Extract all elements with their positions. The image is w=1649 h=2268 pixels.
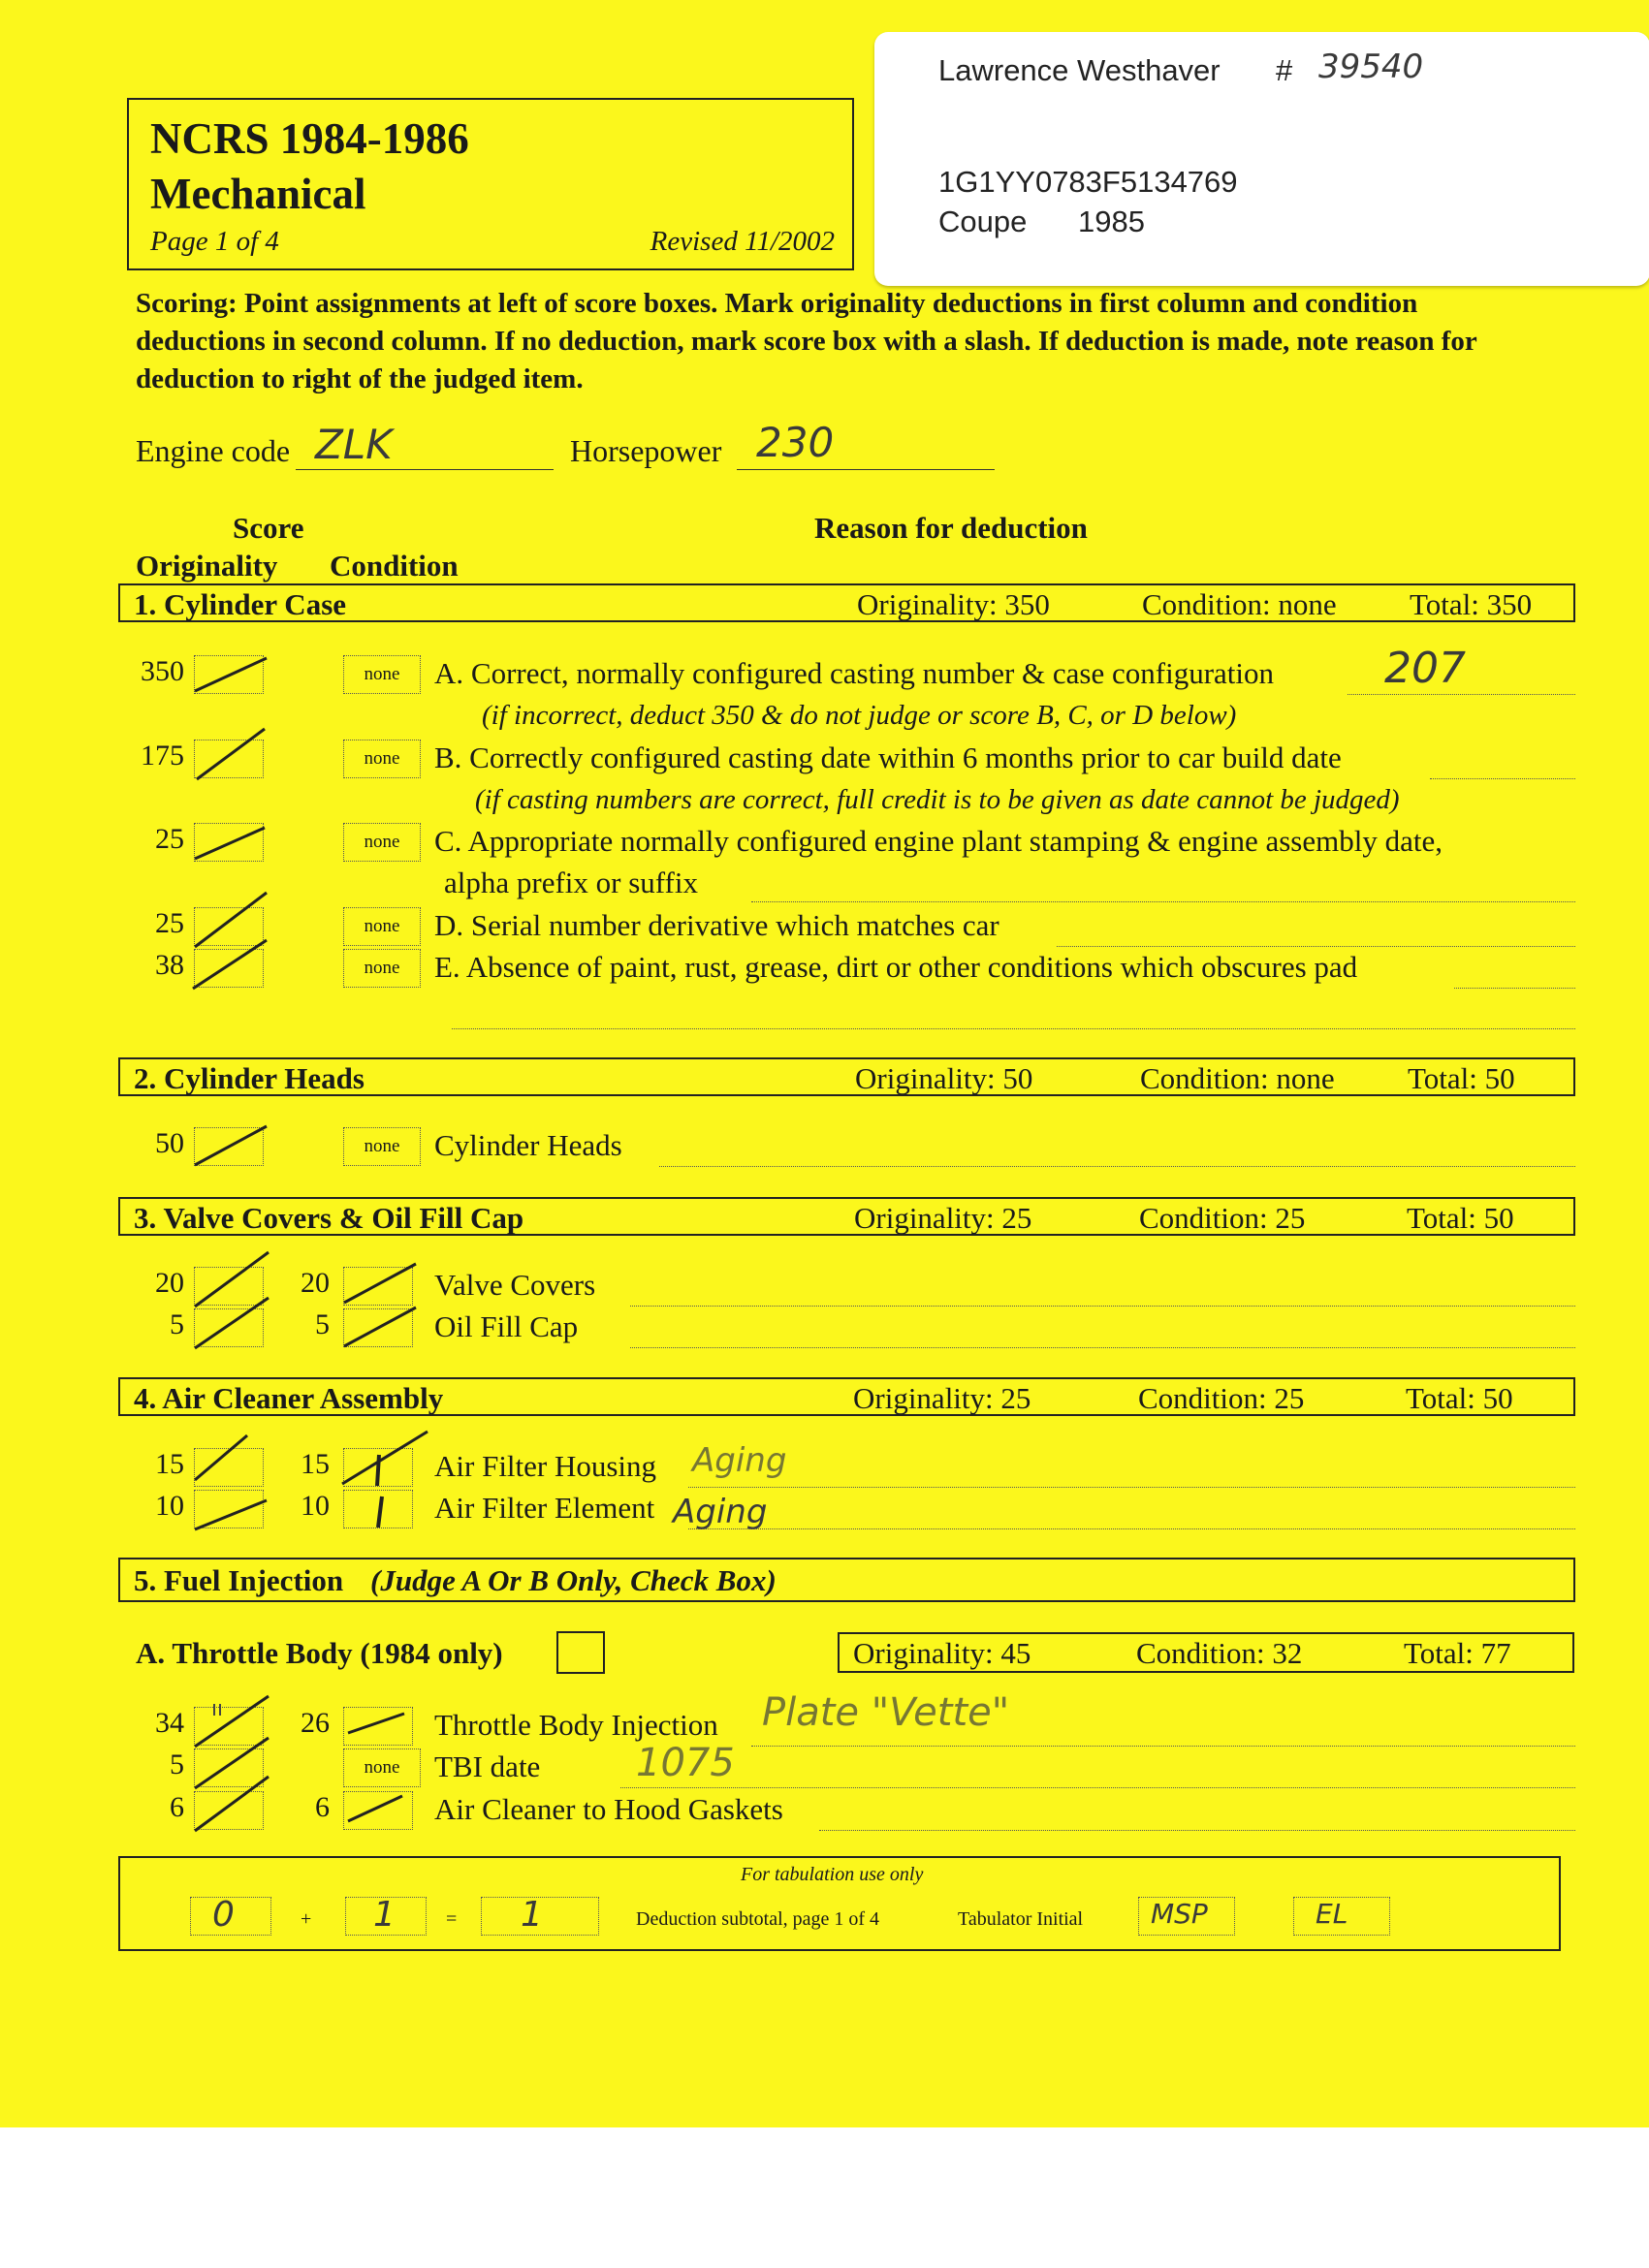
plus-sign: + <box>301 1908 312 1930</box>
section-title: 1. Cylinder Case <box>134 587 347 621</box>
item-text: A. Correct, normally configured casting number & case configuration <box>434 656 1275 690</box>
tabulation-box <box>118 1856 1561 1951</box>
section-condition: Condition: 25 <box>1139 1201 1306 1235</box>
section-condition: Condition: none <box>1142 587 1337 621</box>
originality-score-box[interactable] <box>194 949 264 988</box>
points-value: 25 <box>155 823 184 855</box>
section-originality: Originality: 50 <box>855 1061 1033 1095</box>
item-text: Cylinder Heads <box>434 1128 622 1162</box>
title-box <box>127 98 854 270</box>
condition-subtotal-box[interactable] <box>345 1897 427 1936</box>
reason-line[interactable] <box>688 1528 1575 1529</box>
page-number: Page 1 of 4 <box>150 226 279 257</box>
item-text: C. Appropriate normally configured engine plant stamping & engine assembly date, <box>434 824 1443 858</box>
reason-line[interactable] <box>1348 694 1575 695</box>
section-cylinder-case <box>118 583 1575 622</box>
section-total: Total: 50 <box>1406 1381 1513 1415</box>
condition-points-value: 5 <box>315 1308 330 1340</box>
section-title: 2. Cylinder Heads <box>134 1061 365 1095</box>
points-value: 5 <box>170 1308 184 1340</box>
points-value: 10 <box>155 1490 184 1522</box>
reason-line[interactable] <box>620 1787 1575 1788</box>
section-air-cleaner <box>118 1377 1575 1416</box>
tabulator-initial-box-1[interactable] <box>1138 1897 1235 1936</box>
section-originality: Originality: 25 <box>853 1381 1031 1415</box>
originality-score-box[interactable] <box>194 823 264 862</box>
number-sign: # <box>1276 53 1293 87</box>
condition-subtotal-value: 1 <box>373 1895 396 1935</box>
section-originality: Originality: 25 <box>854 1201 1032 1235</box>
reason-line[interactable] <box>1454 988 1575 989</box>
body-style: Coupe <box>938 205 1028 238</box>
owner-name: Lawrence Westhaver <box>938 53 1221 87</box>
item-text: D. Serial number derivative which matches car <box>434 908 999 942</box>
item-text: Air Filter Element <box>434 1491 655 1525</box>
score-header: Score <box>233 511 304 545</box>
throttle-body-totals <box>838 1632 1574 1673</box>
item-text: E. Absence of paint, rust, grease, dirt or other conditions which obscures pad <box>434 950 1358 984</box>
handwritten-note: Aging <box>673 1493 768 1531</box>
section-total: Total: 77 <box>1404 1636 1511 1670</box>
condition-header: Condition <box>330 549 459 583</box>
condition-score-box[interactable] <box>343 1308 413 1347</box>
originality-score-box[interactable] <box>194 740 264 778</box>
reason-line[interactable] <box>1057 946 1575 947</box>
originality-score-box[interactable] <box>194 1308 264 1347</box>
reason-line[interactable] <box>688 1487 1575 1488</box>
points-value: 34 <box>155 1707 184 1739</box>
condition-none-box: none <box>343 1748 421 1787</box>
condition-score-box[interactable] <box>343 1707 413 1746</box>
deduction-total-box[interactable] <box>481 1897 599 1936</box>
points-value: 20 <box>155 1267 184 1299</box>
section-title: 3. Valve Covers & Oil Fill Cap <box>134 1201 524 1235</box>
section-title-note: (Judge A Or B Only, Check Box) <box>370 1563 777 1597</box>
condition-score-box[interactable] <box>343 1490 413 1528</box>
condition-points-value: 15 <box>301 1448 330 1480</box>
item-note: (if incorrect, deduct 350 & do not judge or score B, C, or D below) <box>482 700 1237 731</box>
handwritten-note: Aging <box>692 1441 787 1480</box>
car-year: 1985 <box>1078 205 1145 238</box>
item-note: (if casting numbers are correct, full credit is to be given as date cannot be judged) <box>475 784 1400 815</box>
condition-none-box: none <box>343 949 421 988</box>
tabulator-initial-label: Tabulator Initial <box>958 1908 1084 1930</box>
engine-code-label: Engine code <box>136 433 291 468</box>
condition-score-box[interactable] <box>343 1791 413 1830</box>
item-text: Throttle Body Injection <box>434 1708 718 1742</box>
engine-code-value: ZLK <box>315 421 393 468</box>
points-value: 38 <box>155 949 184 981</box>
equals-sign: = <box>446 1908 458 1930</box>
points-value: 350 <box>141 655 184 687</box>
reason-line[interactable] <box>819 1830 1575 1831</box>
throttle-body-checkbox[interactable] <box>556 1631 605 1674</box>
engine-code-field[interactable] <box>296 421 554 470</box>
judging-number[interactable]: 39540 <box>1318 47 1424 86</box>
condition-none-box: none <box>343 655 421 694</box>
horsepower-label: Horsepower <box>570 433 722 468</box>
condition-none-box: none <box>343 740 421 778</box>
section-title: 5. Fuel Injection <box>134 1563 344 1597</box>
reason-line[interactable] <box>630 1306 1575 1307</box>
scoring-instructions: Scoring: Point assignments at left of score boxes. Mark originality deductions in first column and condition deductions in second column. If no deduction, mark score box with a slash. If deduction is made, note reason for deduction to right of the judged item. <box>136 288 1477 394</box>
tabulation-header: For tabulation use only <box>741 1864 924 1885</box>
reason-line[interactable] <box>659 1166 1575 1167</box>
originality-subtotal-box[interactable] <box>190 1897 271 1936</box>
tabulator-initial-1: MSP <box>1151 1898 1208 1930</box>
reason-line[interactable] <box>1430 778 1575 779</box>
originality-score-box[interactable] <box>194 1791 264 1830</box>
reason-line[interactable] <box>452 1028 1575 1029</box>
section-originality: Originality: 45 <box>853 1636 1031 1670</box>
section-cylinder-heads <box>118 1057 1575 1096</box>
handwritten-note: 1075 <box>636 1741 735 1785</box>
points-value: 6 <box>170 1791 184 1823</box>
item-text: TBI date <box>434 1749 541 1783</box>
condition-points-value: 20 <box>301 1267 330 1299</box>
deduction-total-value: 1 <box>521 1895 543 1935</box>
revision-date: Revised 11/2002 <box>650 226 835 257</box>
horsepower-field[interactable] <box>737 419 995 470</box>
item-text: Air Cleaner to Hood Gaskets <box>434 1792 783 1826</box>
throttle-body-subtitle: A. Throttle Body (1984 only) <box>136 1636 503 1670</box>
condition-none-box: none <box>343 1127 421 1166</box>
handwritten-note: Plate "Vette" <box>762 1690 1010 1735</box>
section-condition: Condition: 25 <box>1138 1381 1305 1415</box>
owner-label-card <box>874 32 1649 286</box>
item-text: Oil Fill Cap <box>434 1309 579 1343</box>
originality-score-box[interactable] <box>194 655 264 694</box>
points-value: 50 <box>155 1127 184 1159</box>
form-title: NCRS 1984-1986 <box>150 114 469 163</box>
horsepower-value: 230 <box>756 419 835 466</box>
handwritten-note: 207 <box>1384 644 1466 693</box>
section-fuel-injection <box>118 1558 1575 1602</box>
section-total: Total: 50 <box>1407 1201 1514 1235</box>
condition-points-value: 6 <box>315 1791 330 1823</box>
item-text: B. Correctly configured casting date within 6 months prior to car build date <box>434 740 1342 774</box>
points-value: 5 <box>170 1748 184 1780</box>
form-subtitle: Mechanical <box>150 170 366 218</box>
originality-score-box[interactable] <box>194 1490 264 1528</box>
item-text: Valve Covers <box>434 1268 596 1302</box>
reason-line[interactable] <box>630 1347 1575 1348</box>
tabulator-initial-2: EL <box>1316 1898 1348 1930</box>
section-total: Total: 350 <box>1410 587 1533 621</box>
section-valve-covers <box>118 1197 1575 1236</box>
vin-number: 1G1YY0783F5134769 <box>938 165 1238 199</box>
condition-none-box: none <box>343 823 421 862</box>
tabulator-initial-box-2[interactable] <box>1293 1897 1390 1936</box>
originality-header: Originality <box>136 549 278 583</box>
originality-subtotal-value: 0 <box>212 1895 235 1935</box>
reason-line[interactable] <box>751 901 1575 902</box>
reason-line[interactable] <box>751 1746 1575 1747</box>
reason-header: Reason for deduction <box>814 511 1088 545</box>
originality-score-box[interactable] <box>194 1127 264 1166</box>
section-originality: Originality: 350 <box>857 587 1050 621</box>
condition-none-box: none <box>343 907 421 946</box>
deduction-subtotal-label: Deduction subtotal, page 1 of 4 <box>636 1908 880 1930</box>
points-value: 15 <box>155 1448 184 1480</box>
points-value: 175 <box>141 740 184 772</box>
section-condition: Condition: 32 <box>1136 1636 1303 1670</box>
item-text: Air Filter Housing <box>434 1449 657 1483</box>
section-title: 4. Air Cleaner Assembly <box>134 1381 444 1415</box>
section-condition: Condition: none <box>1140 1061 1335 1095</box>
item-text-continued: alpha prefix or suffix <box>444 866 698 899</box>
condition-points-value: 10 <box>301 1490 330 1522</box>
section-total: Total: 50 <box>1408 1061 1515 1095</box>
points-value: 25 <box>155 907 184 939</box>
condition-points-value: 26 <box>301 1707 330 1739</box>
